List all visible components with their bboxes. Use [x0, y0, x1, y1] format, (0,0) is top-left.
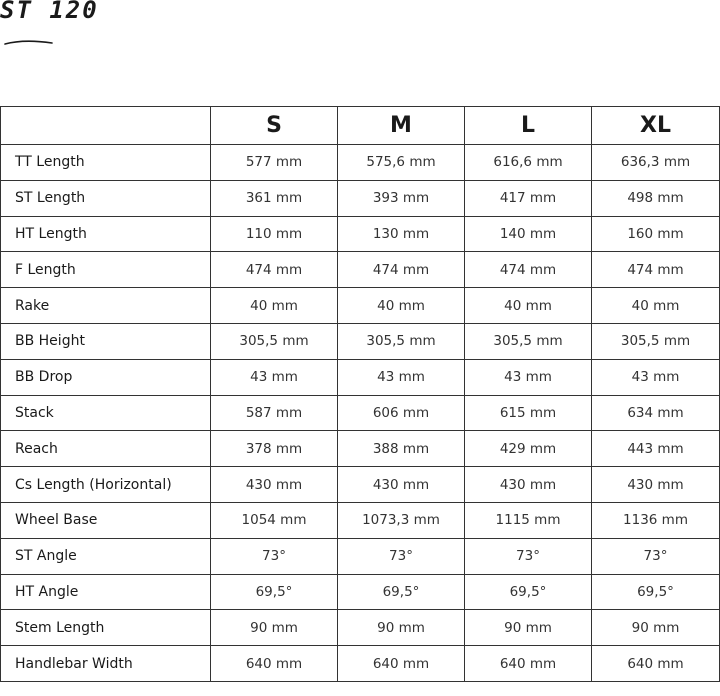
table-cell: 43 mm [211, 359, 338, 395]
header-cell-size: L [465, 107, 592, 145]
page-title: ST 120 [0, 0, 99, 24]
table-cell: 90 mm [211, 610, 338, 646]
row-label: BB Drop [1, 359, 211, 395]
table-cell: 90 mm [465, 610, 592, 646]
table-cell: 430 mm [211, 467, 338, 503]
title-underline-decoration [4, 38, 54, 48]
row-label: HT Angle [1, 574, 211, 610]
table-cell: 575,6 mm [338, 145, 465, 181]
table-cell: 430 mm [592, 467, 720, 503]
row-label: Handlebar Width [1, 646, 211, 682]
table-cell: 577 mm [211, 145, 338, 181]
table-row [1, 288, 720, 324]
header-cell-size: S [211, 107, 338, 145]
table-cell: 90 mm [338, 610, 465, 646]
table-cell: 1073,3 mm [338, 502, 465, 538]
table-cell: 110 mm [211, 216, 338, 252]
row-label: ST Angle [1, 538, 211, 574]
table-row [1, 395, 720, 431]
table-row [1, 180, 720, 216]
table-cell: 640 mm [211, 646, 338, 682]
row-label: F Length [1, 252, 211, 288]
table-row [1, 252, 720, 288]
table-cell: 606 mm [338, 395, 465, 431]
table-row [1, 431, 720, 467]
table-cell: 69,5° [592, 574, 720, 610]
table-row [1, 323, 720, 359]
table-row [1, 359, 720, 395]
table-cell: 1115 mm [465, 502, 592, 538]
table-cell: 393 mm [338, 180, 465, 216]
table-cell: 474 mm [592, 252, 720, 288]
table-cell: 305,5 mm [465, 323, 592, 359]
table-cell: 305,5 mm [592, 323, 720, 359]
table-row [1, 502, 720, 538]
table-cell: 130 mm [338, 216, 465, 252]
table-cell: 160 mm [592, 216, 720, 252]
table-cell: 430 mm [465, 467, 592, 503]
table-row [1, 574, 720, 610]
table-cell: 640 mm [338, 646, 465, 682]
table-cell: 634 mm [592, 395, 720, 431]
table-cell: 1054 mm [211, 502, 338, 538]
table-cell: 429 mm [465, 431, 592, 467]
row-label: Stem Length [1, 610, 211, 646]
table-cell: 73° [338, 538, 465, 574]
table-cell: 43 mm [338, 359, 465, 395]
table-cell: 498 mm [592, 180, 720, 216]
table-cell: 305,5 mm [211, 323, 338, 359]
table-cell: 73° [211, 538, 338, 574]
table-cell: 43 mm [465, 359, 592, 395]
row-label: Reach [1, 431, 211, 467]
header-cell-empty [1, 107, 211, 145]
table-row [1, 467, 720, 503]
table-cell: 69,5° [465, 574, 592, 610]
geometry-table [0, 106, 720, 682]
table-cell: 640 mm [465, 646, 592, 682]
table-cell: 40 mm [211, 288, 338, 324]
row-label: HT Length [1, 216, 211, 252]
table-cell: 615 mm [465, 395, 592, 431]
table-cell: 69,5° [211, 574, 338, 610]
table-cell: 40 mm [465, 288, 592, 324]
header-cell-size: XL [592, 107, 720, 145]
table-cell: 636,3 mm [592, 145, 720, 181]
table-cell: 378 mm [211, 431, 338, 467]
table-cell: 140 mm [465, 216, 592, 252]
table-row [1, 646, 720, 682]
row-label: Rake [1, 288, 211, 324]
table-cell: 474 mm [211, 252, 338, 288]
table-cell: 474 mm [338, 252, 465, 288]
table-cell: 417 mm [465, 180, 592, 216]
row-label: Stack [1, 395, 211, 431]
table-cell: 474 mm [465, 252, 592, 288]
table-cell: 69,5° [338, 574, 465, 610]
table-row [1, 610, 720, 646]
table-cell: 40 mm [592, 288, 720, 324]
table-cell: 443 mm [592, 431, 720, 467]
table-cell: 616,6 mm [465, 145, 592, 181]
row-label: Cs Length (Horizontal) [1, 467, 211, 503]
table-row [1, 145, 720, 181]
table-cell: 361 mm [211, 180, 338, 216]
table-cell: 587 mm [211, 395, 338, 431]
table-cell: 640 mm [592, 646, 720, 682]
header-cell-size: M [338, 107, 465, 145]
table-row [1, 538, 720, 574]
row-label: Wheel Base [1, 502, 211, 538]
row-label: TT Length [1, 145, 211, 181]
table-cell: 305,5 mm [338, 323, 465, 359]
table-cell: 73° [465, 538, 592, 574]
table-cell: 73° [592, 538, 720, 574]
table-cell: 430 mm [338, 467, 465, 503]
row-label: BB Height [1, 323, 211, 359]
table-cell: 90 mm [592, 610, 720, 646]
table-cell: 43 mm [592, 359, 720, 395]
table-cell: 1136 mm [592, 502, 720, 538]
table-row [1, 216, 720, 252]
table-cell: 40 mm [338, 288, 465, 324]
table-cell: 388 mm [338, 431, 465, 467]
header-row [1, 107, 720, 145]
row-label: ST Length [1, 180, 211, 216]
